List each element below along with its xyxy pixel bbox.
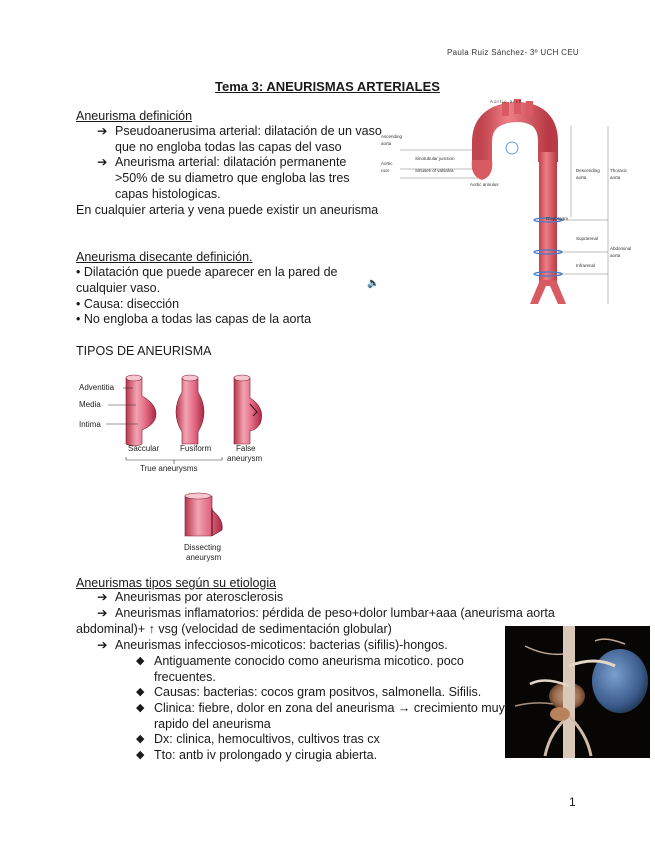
arrow-icon: ➔ [97, 606, 108, 620]
sub-list-item-line: Antiguamente conocido como aneurisma micotico. poco [154, 654, 464, 668]
label-abdominal: Abdominal [610, 246, 632, 251]
fusiform-vessel [176, 378, 204, 444]
false-aneurysm-vessel [234, 378, 262, 444]
label-sinotubular: Sinotubular junction [415, 156, 455, 161]
list-item [97, 638, 448, 654]
sub-list-item [136, 732, 380, 748]
label-fusiform: Fusiform [180, 444, 212, 453]
sub-list-item [136, 701, 505, 733]
sub-list-item-line: Dx: clinica, hemocultivos, cultivos tras cx [154, 732, 380, 746]
label-intima: Intima [79, 420, 101, 429]
label-aortic-arch: Aortic arch [490, 99, 523, 104]
aortic-arch [482, 112, 548, 162]
label-sinuses: Sinuses of valsalva [415, 168, 454, 173]
list-item-line: Aneurismas inflamatorios: pérdida de peso+dolor lumbar+aaa (aneurisma aorta [115, 606, 555, 620]
label-adventitia: Adventitia [79, 383, 115, 392]
section-heading-types: TIPOS DE ANEURISMA [76, 344, 212, 358]
section-heading-definition: Aneurisma definición [76, 109, 193, 123]
list-item-line: >50% de su diametro que engloba las tres [115, 170, 350, 185]
label-ascending: Ascending [381, 134, 403, 139]
label-false: False [236, 444, 256, 453]
sub-list-item-line: rapido del aneurisma [154, 716, 271, 731]
list-item-line: capas histologicas. [115, 186, 221, 201]
sub-list-item-line: Clinica: fiebre, dolor en zona del aneurisma → crecimiento muy [154, 701, 505, 715]
label-annulus: Aortic annulus [470, 182, 499, 187]
author-header: Paula Ruiz Sánchez- 3º UCH CEU [447, 48, 579, 57]
list-item [97, 606, 555, 622]
text-line: • Causa: disección [76, 296, 180, 311]
ct-angiography-image [505, 626, 650, 758]
definition-note: En cualquier arteria y vena puede existir un aneurisma [76, 203, 379, 217]
label-thoracic-aorta: aorta [610, 175, 621, 180]
label-ascending-aorta: aorta [381, 141, 392, 146]
label-media: Media [79, 400, 101, 409]
diamond-icon: ◆ [136, 733, 145, 745]
text-line: • Dilatación que puede aparecer en la pared de [76, 265, 338, 279]
list-item-line: Aneurismas por aterosclerosis [115, 590, 284, 604]
text-line: • No engloba a todas las capas de la aorta [76, 312, 312, 327]
label-thoracic: Thoracic [610, 168, 628, 173]
list-item-line: Aneurismas infecciosos-micoticos: bacterias (sifilis)-hongos. [115, 638, 448, 652]
label-false-aneurysm: aneurysm [227, 454, 263, 463]
sub-list-item [136, 654, 464, 686]
list-item-continuation: abdominal)+ ↑ vsg (velocidad de sedimentación globular) [76, 622, 392, 636]
sub-list-item-line: Tto: antb iv prolongado y cirugia abierta. [154, 748, 378, 762]
speaker-icon: 🔈 [367, 278, 380, 289]
label-infrarenal: Infrarenal [576, 263, 596, 268]
label-abdominal-aorta: aorta [610, 253, 621, 258]
list-item [97, 124, 382, 156]
label-descending: Descending [576, 168, 600, 173]
sub-list-item-line: Causas: bacterias: cocos gram positvos, salmonella. Sifilis. [154, 685, 482, 699]
text-line: cualquier vaso. [76, 280, 161, 295]
list-item-line: que no engloba todas las capas del vaso [115, 139, 342, 154]
arrow-icon: ➔ [97, 590, 108, 604]
arrow-icon: ➔ [97, 155, 108, 169]
label-suprarenal: Suprarenal [576, 236, 599, 241]
page-title: Tema 3: ANEURISMAS ARTERIALES [215, 79, 440, 94]
label-descending-aorta: aorta [576, 175, 587, 180]
diamond-icon: ◆ [136, 749, 145, 761]
sub-list-item-line: frecuentes. [154, 669, 216, 684]
label-root: root [381, 168, 389, 173]
label-dissecting: Dissecting [184, 543, 221, 552]
label-aortic: Aortic [381, 161, 393, 166]
list-item-line: Pseudoanerusima arterial: dilatación de un vaso [115, 124, 382, 138]
sub-list-item [136, 748, 378, 764]
label-diaphragm: Diaphragm [546, 216, 569, 221]
dissecting-vessel [185, 496, 222, 536]
section-heading-etiology: Aneurismas tipos según su etiologia [76, 576, 277, 590]
arrow-icon: ➔ [97, 638, 108, 652]
page-number: 1 [569, 795, 576, 809]
diamond-icon: ◆ [136, 702, 145, 714]
sub-list-item [136, 685, 482, 701]
section-heading-dissecting: Aneurisma disecante definición. [76, 250, 253, 264]
arrow-icon: ➔ [97, 124, 108, 138]
aorta-anatomy-figure [378, 92, 628, 317]
list-item [97, 155, 350, 202]
list-item-line: Aneurisma arterial: dilatación permanente [115, 155, 347, 169]
saccular-vessel [126, 376, 156, 446]
diamond-icon: ◆ [136, 655, 145, 667]
label-true-aneurysms: True aneurysms [140, 464, 198, 473]
label-dissecting-aneurysm: aneurysm [186, 553, 222, 562]
diamond-icon: ◆ [136, 686, 145, 698]
list-item [97, 590, 284, 606]
dissecting-description [76, 265, 338, 328]
label-saccular: Saccular [128, 444, 160, 453]
